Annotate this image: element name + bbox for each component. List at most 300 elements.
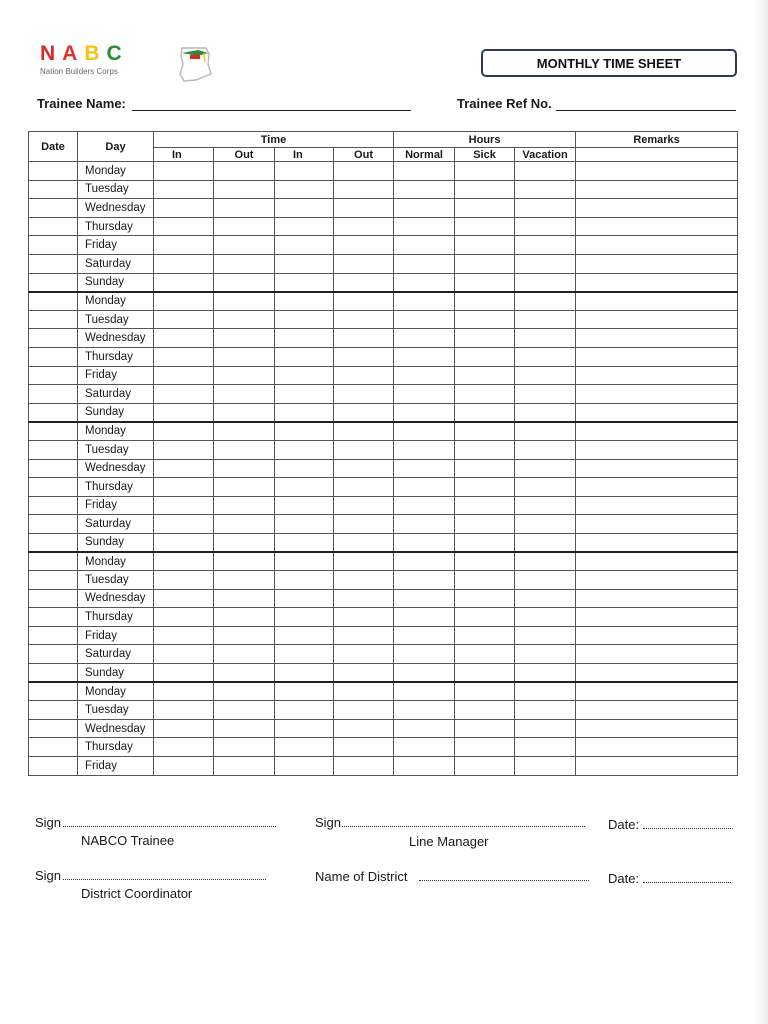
district-name-field[interactable]: [419, 880, 589, 881]
time-in-1-cell[interactable]: [154, 738, 214, 757]
hours-sick-cell[interactable]: [455, 217, 515, 236]
time-in-1-cell[interactable]: [154, 515, 214, 534]
remarks-cell[interactable]: [576, 589, 738, 608]
hours-sick-cell[interactable]: [455, 329, 515, 348]
date-cell[interactable]: [29, 236, 78, 255]
hours-normal-cell[interactable]: [394, 626, 455, 645]
time-out-2-cell[interactable]: [334, 217, 394, 236]
remarks-cell[interactable]: [576, 719, 738, 738]
time-in-1-cell[interactable]: [154, 589, 214, 608]
date-cell[interactable]: [29, 496, 78, 515]
hours-sick-cell[interactable]: [455, 236, 515, 255]
hours-sick-cell[interactable]: [455, 385, 515, 404]
hours-vacation-cell[interactable]: [515, 310, 576, 329]
time-out-2-cell[interactable]: [334, 515, 394, 534]
time-out-1-cell[interactable]: [214, 682, 275, 701]
trainee-sign-field[interactable]: [63, 826, 276, 827]
hours-normal-cell[interactable]: [394, 180, 455, 199]
time-out-2-cell[interactable]: [334, 533, 394, 552]
hours-vacation-cell[interactable]: [515, 459, 576, 478]
hours-normal-cell[interactable]: [394, 533, 455, 552]
time-in-1-cell[interactable]: [154, 571, 214, 590]
time-out-1-cell[interactable]: [214, 533, 275, 552]
hours-vacation-cell[interactable]: [515, 292, 576, 311]
hours-vacation-cell[interactable]: [515, 385, 576, 404]
time-in-2-cell[interactable]: [275, 533, 334, 552]
time-in-2-cell[interactable]: [275, 217, 334, 236]
time-in-2-cell[interactable]: [275, 199, 334, 218]
time-in-2-cell[interactable]: [275, 422, 334, 441]
time-in-1-cell[interactable]: [154, 478, 214, 497]
hours-normal-cell[interactable]: [394, 496, 455, 515]
hours-sick-cell[interactable]: [455, 347, 515, 366]
hours-normal-cell[interactable]: [394, 682, 455, 701]
line-manager-sign-field[interactable]: [342, 826, 585, 827]
hours-normal-cell[interactable]: [394, 459, 455, 478]
hours-vacation-cell[interactable]: [515, 664, 576, 683]
hours-vacation-cell[interactable]: [515, 682, 576, 701]
hours-normal-cell[interactable]: [394, 403, 455, 422]
hours-normal-cell[interactable]: [394, 571, 455, 590]
time-in-2-cell[interactable]: [275, 347, 334, 366]
hours-sick-cell[interactable]: [455, 552, 515, 571]
hours-vacation-cell[interactable]: [515, 162, 576, 181]
time-in-2-cell[interactable]: [275, 608, 334, 627]
hours-vacation-cell[interactable]: [515, 440, 576, 459]
time-in-1-cell[interactable]: [154, 552, 214, 571]
date-cell[interactable]: [29, 292, 78, 311]
hours-sick-cell[interactable]: [455, 366, 515, 385]
time-in-1-cell[interactable]: [154, 626, 214, 645]
time-out-1-cell[interactable]: [214, 422, 275, 441]
time-out-1-cell[interactable]: [214, 403, 275, 422]
hours-vacation-cell[interactable]: [515, 533, 576, 552]
hours-sick-cell[interactable]: [455, 162, 515, 181]
time-in-1-cell[interactable]: [154, 217, 214, 236]
hours-vacation-cell[interactable]: [515, 626, 576, 645]
hours-vacation-cell[interactable]: [515, 254, 576, 273]
time-in-1-cell[interactable]: [154, 608, 214, 627]
time-in-1-cell[interactable]: [154, 403, 214, 422]
hours-vacation-cell[interactable]: [515, 273, 576, 292]
hours-normal-cell[interactable]: [394, 329, 455, 348]
time-out-2-cell[interactable]: [334, 236, 394, 255]
time-out-2-cell[interactable]: [334, 180, 394, 199]
date-cell[interactable]: [29, 701, 78, 720]
time-in-2-cell[interactable]: [275, 701, 334, 720]
remarks-cell[interactable]: [576, 236, 738, 255]
time-out-2-cell[interactable]: [334, 757, 394, 776]
hours-vacation-cell[interactable]: [515, 199, 576, 218]
date-cell[interactable]: [29, 478, 78, 497]
remarks-cell[interactable]: [576, 385, 738, 404]
hours-normal-cell[interactable]: [394, 440, 455, 459]
hours-vacation-cell[interactable]: [515, 347, 576, 366]
hours-normal-cell[interactable]: [394, 366, 455, 385]
remarks-cell[interactable]: [576, 180, 738, 199]
time-out-2-cell[interactable]: [334, 719, 394, 738]
time-out-2-cell[interactable]: [334, 273, 394, 292]
hours-sick-cell[interactable]: [455, 310, 515, 329]
date-cell[interactable]: [29, 273, 78, 292]
time-out-2-cell[interactable]: [334, 366, 394, 385]
hours-sick-cell[interactable]: [455, 254, 515, 273]
date-cell[interactable]: [29, 757, 78, 776]
date-cell[interactable]: [29, 608, 78, 627]
date-cell[interactable]: [29, 347, 78, 366]
hours-vacation-cell[interactable]: [515, 403, 576, 422]
hours-sick-cell[interactable]: [455, 626, 515, 645]
time-in-2-cell[interactable]: [275, 552, 334, 571]
time-out-2-cell[interactable]: [334, 254, 394, 273]
remarks-cell[interactable]: [576, 162, 738, 181]
remarks-cell[interactable]: [576, 682, 738, 701]
time-out-2-cell[interactable]: [334, 385, 394, 404]
time-in-2-cell[interactable]: [275, 589, 334, 608]
time-in-2-cell[interactable]: [275, 254, 334, 273]
date-cell[interactable]: [29, 626, 78, 645]
time-in-2-cell[interactable]: [275, 403, 334, 422]
hours-sick-cell[interactable]: [455, 292, 515, 311]
hours-normal-cell[interactable]: [394, 515, 455, 534]
hours-normal-cell[interactable]: [394, 664, 455, 683]
time-in-2-cell[interactable]: [275, 515, 334, 534]
time-in-2-cell[interactable]: [275, 664, 334, 683]
time-in-1-cell[interactable]: [154, 719, 214, 738]
date-cell[interactable]: [29, 589, 78, 608]
time-in-2-cell[interactable]: [275, 236, 334, 255]
hours-sick-cell[interactable]: [455, 701, 515, 720]
time-out-2-cell[interactable]: [334, 589, 394, 608]
hours-vacation-cell[interactable]: [515, 719, 576, 738]
remarks-cell[interactable]: [576, 422, 738, 441]
hours-normal-cell[interactable]: [394, 645, 455, 664]
time-in-1-cell[interactable]: [154, 385, 214, 404]
hours-sick-cell[interactable]: [455, 571, 515, 590]
time-in-1-cell[interactable]: [154, 757, 214, 776]
date-cell[interactable]: [29, 552, 78, 571]
trainee-ref-field[interactable]: [556, 110, 736, 111]
remarks-cell[interactable]: [576, 757, 738, 776]
date-cell[interactable]: [29, 180, 78, 199]
hours-normal-cell[interactable]: [394, 199, 455, 218]
remarks-cell[interactable]: [576, 403, 738, 422]
hours-sick-cell[interactable]: [455, 645, 515, 664]
date-cell[interactable]: [29, 329, 78, 348]
time-in-2-cell[interactable]: [275, 292, 334, 311]
date-cell[interactable]: [29, 459, 78, 478]
trainee-name-field[interactable]: [132, 110, 411, 111]
time-in-1-cell[interactable]: [154, 310, 214, 329]
remarks-cell[interactable]: [576, 292, 738, 311]
remarks-cell[interactable]: [576, 310, 738, 329]
time-in-1-cell[interactable]: [154, 236, 214, 255]
hours-sick-cell[interactable]: [455, 589, 515, 608]
time-out-1-cell[interactable]: [214, 310, 275, 329]
remarks-cell[interactable]: [576, 440, 738, 459]
date-field-1[interactable]: [643, 828, 733, 829]
date-field-2[interactable]: [643, 882, 731, 883]
time-out-1-cell[interactable]: [214, 236, 275, 255]
hours-vacation-cell[interactable]: [515, 180, 576, 199]
hours-sick-cell[interactable]: [455, 440, 515, 459]
hours-vacation-cell[interactable]: [515, 589, 576, 608]
time-in-2-cell[interactable]: [275, 571, 334, 590]
hours-vacation-cell[interactable]: [515, 552, 576, 571]
remarks-cell[interactable]: [576, 608, 738, 627]
time-out-2-cell[interactable]: [334, 682, 394, 701]
time-out-1-cell[interactable]: [214, 385, 275, 404]
date-cell[interactable]: [29, 645, 78, 664]
time-in-1-cell[interactable]: [154, 440, 214, 459]
date-cell[interactable]: [29, 719, 78, 738]
hours-vacation-cell[interactable]: [515, 422, 576, 441]
time-out-2-cell[interactable]: [334, 459, 394, 478]
remarks-cell[interactable]: [576, 217, 738, 236]
remarks-cell[interactable]: [576, 738, 738, 757]
hours-vacation-cell[interactable]: [515, 571, 576, 590]
remarks-cell[interactable]: [576, 533, 738, 552]
hours-sick-cell[interactable]: [455, 682, 515, 701]
time-in-1-cell[interactable]: [154, 701, 214, 720]
time-out-1-cell[interactable]: [214, 254, 275, 273]
remarks-cell[interactable]: [576, 478, 738, 497]
hours-sick-cell[interactable]: [455, 738, 515, 757]
time-out-1-cell[interactable]: [214, 757, 275, 776]
hours-sick-cell[interactable]: [455, 478, 515, 497]
hours-vacation-cell[interactable]: [515, 478, 576, 497]
hours-sick-cell[interactable]: [455, 515, 515, 534]
time-out-1-cell[interactable]: [214, 496, 275, 515]
hours-sick-cell[interactable]: [455, 719, 515, 738]
date-cell[interactable]: [29, 664, 78, 683]
time-in-2-cell[interactable]: [275, 385, 334, 404]
hours-vacation-cell[interactable]: [515, 496, 576, 515]
hours-normal-cell[interactable]: [394, 552, 455, 571]
time-in-2-cell[interactable]: [275, 738, 334, 757]
time-out-2-cell[interactable]: [334, 422, 394, 441]
date-cell[interactable]: [29, 682, 78, 701]
time-in-1-cell[interactable]: [154, 664, 214, 683]
hours-vacation-cell[interactable]: [515, 236, 576, 255]
time-in-1-cell[interactable]: [154, 292, 214, 311]
time-in-1-cell[interactable]: [154, 496, 214, 515]
remarks-cell[interactable]: [576, 459, 738, 478]
time-in-2-cell[interactable]: [275, 162, 334, 181]
coordinator-sign-field[interactable]: [63, 879, 266, 880]
date-cell[interactable]: [29, 533, 78, 552]
hours-vacation-cell[interactable]: [515, 701, 576, 720]
remarks-cell[interactable]: [576, 626, 738, 645]
remarks-cell[interactable]: [576, 645, 738, 664]
hours-normal-cell[interactable]: [394, 478, 455, 497]
time-out-2-cell[interactable]: [334, 310, 394, 329]
time-out-2-cell[interactable]: [334, 496, 394, 515]
hours-normal-cell[interactable]: [394, 701, 455, 720]
time-in-2-cell[interactable]: [275, 478, 334, 497]
time-out-1-cell[interactable]: [214, 571, 275, 590]
time-in-2-cell[interactable]: [275, 719, 334, 738]
time-out-1-cell[interactable]: [214, 180, 275, 199]
time-out-1-cell[interactable]: [214, 589, 275, 608]
time-out-1-cell[interactable]: [214, 329, 275, 348]
hours-sick-cell[interactable]: [455, 180, 515, 199]
time-out-1-cell[interactable]: [214, 626, 275, 645]
time-in-1-cell[interactable]: [154, 347, 214, 366]
hours-sick-cell[interactable]: [455, 273, 515, 292]
date-cell[interactable]: [29, 310, 78, 329]
time-in-1-cell[interactable]: [154, 533, 214, 552]
date-cell[interactable]: [29, 515, 78, 534]
hours-sick-cell[interactable]: [455, 757, 515, 776]
time-out-1-cell[interactable]: [214, 664, 275, 683]
hours-sick-cell[interactable]: [455, 459, 515, 478]
hours-normal-cell[interactable]: [394, 217, 455, 236]
time-out-1-cell[interactable]: [214, 515, 275, 534]
remarks-cell[interactable]: [576, 273, 738, 292]
time-out-1-cell[interactable]: [214, 199, 275, 218]
time-in-1-cell[interactable]: [154, 329, 214, 348]
time-in-2-cell[interactable]: [275, 273, 334, 292]
time-in-1-cell[interactable]: [154, 645, 214, 664]
time-out-2-cell[interactable]: [334, 478, 394, 497]
time-out-1-cell[interactable]: [214, 273, 275, 292]
hours-sick-cell[interactable]: [455, 403, 515, 422]
time-out-1-cell[interactable]: [214, 292, 275, 311]
hours-sick-cell[interactable]: [455, 199, 515, 218]
remarks-cell[interactable]: [576, 701, 738, 720]
time-out-1-cell[interactable]: [214, 552, 275, 571]
time-out-2-cell[interactable]: [334, 440, 394, 459]
time-in-2-cell[interactable]: [275, 459, 334, 478]
hours-normal-cell[interactable]: [394, 738, 455, 757]
time-in-2-cell[interactable]: [275, 496, 334, 515]
time-out-2-cell[interactable]: [334, 347, 394, 366]
time-in-1-cell[interactable]: [154, 273, 214, 292]
time-in-2-cell[interactable]: [275, 366, 334, 385]
time-in-2-cell[interactable]: [275, 180, 334, 199]
date-cell[interactable]: [29, 440, 78, 459]
remarks-cell[interactable]: [576, 254, 738, 273]
time-out-2-cell[interactable]: [334, 552, 394, 571]
time-out-2-cell[interactable]: [334, 571, 394, 590]
time-in-1-cell[interactable]: [154, 162, 214, 181]
remarks-cell[interactable]: [576, 571, 738, 590]
hours-normal-cell[interactable]: [394, 757, 455, 776]
time-out-2-cell[interactable]: [334, 329, 394, 348]
hours-normal-cell[interactable]: [394, 719, 455, 738]
time-in-2-cell[interactable]: [275, 626, 334, 645]
remarks-cell[interactable]: [576, 199, 738, 218]
time-in-2-cell[interactable]: [275, 310, 334, 329]
date-cell[interactable]: [29, 366, 78, 385]
hours-normal-cell[interactable]: [394, 236, 455, 255]
hours-normal-cell[interactable]: [394, 422, 455, 441]
hours-normal-cell[interactable]: [394, 385, 455, 404]
date-cell[interactable]: [29, 738, 78, 757]
hours-vacation-cell[interactable]: [515, 757, 576, 776]
time-out-1-cell[interactable]: [214, 478, 275, 497]
time-in-1-cell[interactable]: [154, 254, 214, 273]
hours-vacation-cell[interactable]: [515, 217, 576, 236]
time-out-1-cell[interactable]: [214, 440, 275, 459]
time-out-1-cell[interactable]: [214, 347, 275, 366]
date-cell[interactable]: [29, 422, 78, 441]
hours-normal-cell[interactable]: [394, 589, 455, 608]
time-out-1-cell[interactable]: [214, 738, 275, 757]
hours-sick-cell[interactable]: [455, 533, 515, 552]
remarks-cell[interactable]: [576, 552, 738, 571]
hours-normal-cell[interactable]: [394, 273, 455, 292]
time-out-2-cell[interactable]: [334, 162, 394, 181]
time-out-1-cell[interactable]: [214, 217, 275, 236]
remarks-cell[interactable]: [576, 366, 738, 385]
hours-sick-cell[interactable]: [455, 664, 515, 683]
time-in-1-cell[interactable]: [154, 682, 214, 701]
time-in-1-cell[interactable]: [154, 366, 214, 385]
date-cell[interactable]: [29, 385, 78, 404]
time-out-1-cell[interactable]: [214, 719, 275, 738]
time-out-1-cell[interactable]: [214, 608, 275, 627]
date-cell[interactable]: [29, 403, 78, 422]
time-out-1-cell[interactable]: [214, 366, 275, 385]
time-out-2-cell[interactable]: [334, 701, 394, 720]
time-out-2-cell[interactable]: [334, 292, 394, 311]
remarks-cell[interactable]: [576, 664, 738, 683]
hours-vacation-cell[interactable]: [515, 608, 576, 627]
remarks-cell[interactable]: [576, 347, 738, 366]
hours-vacation-cell[interactable]: [515, 515, 576, 534]
date-cell[interactable]: [29, 571, 78, 590]
hours-normal-cell[interactable]: [394, 254, 455, 273]
date-cell[interactable]: [29, 199, 78, 218]
date-cell[interactable]: [29, 217, 78, 236]
remarks-cell[interactable]: [576, 515, 738, 534]
hours-normal-cell[interactable]: [394, 162, 455, 181]
time-out-2-cell[interactable]: [334, 608, 394, 627]
time-out-1-cell[interactable]: [214, 701, 275, 720]
time-in-2-cell[interactable]: [275, 757, 334, 776]
remarks-cell[interactable]: [576, 496, 738, 515]
hours-vacation-cell[interactable]: [515, 366, 576, 385]
hours-sick-cell[interactable]: [455, 422, 515, 441]
hours-normal-cell[interactable]: [394, 347, 455, 366]
time-out-2-cell[interactable]: [334, 403, 394, 422]
time-in-2-cell[interactable]: [275, 645, 334, 664]
hours-sick-cell[interactable]: [455, 608, 515, 627]
time-out-2-cell[interactable]: [334, 626, 394, 645]
time-in-1-cell[interactable]: [154, 422, 214, 441]
time-in-1-cell[interactable]: [154, 180, 214, 199]
hours-vacation-cell[interactable]: [515, 645, 576, 664]
time-in-1-cell[interactable]: [154, 459, 214, 478]
time-out-2-cell[interactable]: [334, 199, 394, 218]
hours-vacation-cell[interactable]: [515, 738, 576, 757]
time-in-2-cell[interactable]: [275, 440, 334, 459]
date-cell[interactable]: [29, 254, 78, 273]
time-in-2-cell[interactable]: [275, 682, 334, 701]
time-out-2-cell[interactable]: [334, 645, 394, 664]
time-in-1-cell[interactable]: [154, 199, 214, 218]
hours-normal-cell[interactable]: [394, 292, 455, 311]
time-out-1-cell[interactable]: [214, 162, 275, 181]
hours-vacation-cell[interactable]: [515, 329, 576, 348]
time-out-2-cell[interactable]: [334, 664, 394, 683]
hours-sick-cell[interactable]: [455, 496, 515, 515]
time-out-1-cell[interactable]: [214, 645, 275, 664]
date-cell[interactable]: [29, 162, 78, 181]
remarks-cell[interactable]: [576, 329, 738, 348]
